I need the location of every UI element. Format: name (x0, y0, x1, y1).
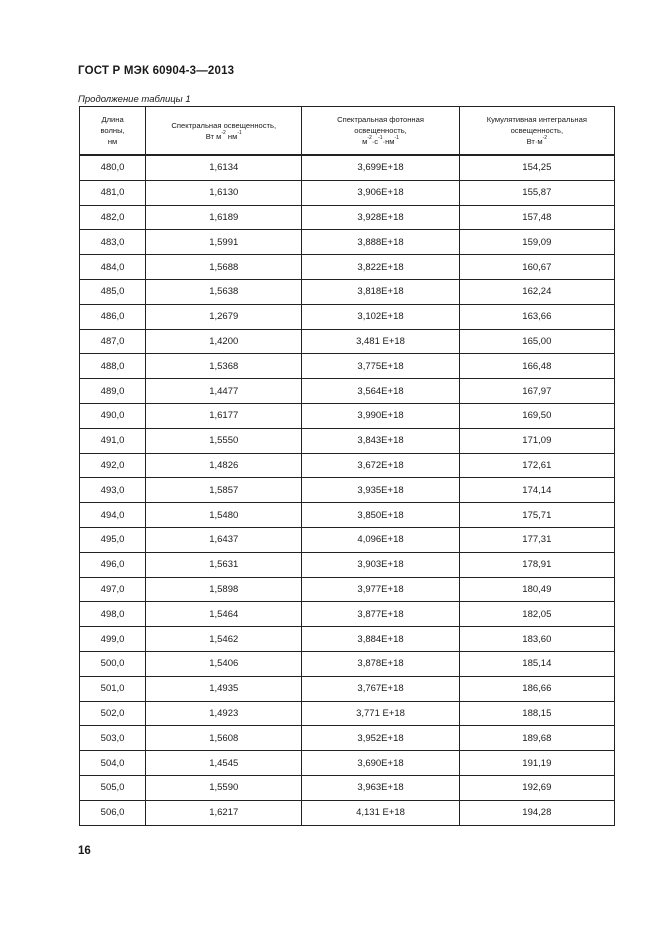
header-line: волны, (100, 126, 125, 135)
cumulative-irradiance-cell: 155,87 (459, 180, 614, 205)
wavelength-cell: 489,0 (80, 379, 146, 404)
spectral-irradiance-cell: 1,6217 (146, 800, 302, 825)
spectral-irradiance-cell: 1,6134 (146, 155, 302, 180)
header-line: Спектральная фотонная (337, 115, 424, 124)
table-row (80, 651, 615, 676)
cumulative-irradiance-cell: 172,61 (459, 453, 614, 478)
table-row (80, 800, 615, 825)
cumulative-irradiance-cell: 171,09 (459, 428, 614, 453)
cumulative-irradiance-cell: 188,15 (459, 701, 614, 726)
wavelength-cell: 495,0 (80, 527, 146, 552)
spectral-irradiance-cell: 1,5608 (146, 726, 302, 751)
page-number: 16 (78, 845, 91, 857)
wavelength-cell: 484,0 (80, 255, 146, 280)
spectral-irradiance-cell: 1,5480 (146, 503, 302, 528)
wavelength-cell: 496,0 (80, 552, 146, 577)
wavelength-cell: 506,0 (80, 800, 146, 825)
table-row (80, 205, 615, 230)
table-row (80, 527, 615, 552)
table-row (80, 279, 615, 304)
wavelength-cell: 497,0 (80, 577, 146, 602)
wavelength-cell: 498,0 (80, 602, 146, 627)
table-row (80, 676, 615, 701)
table-row (80, 478, 615, 503)
wavelength-cell: 503,0 (80, 726, 146, 751)
photon-irradiance-cell: 3,767Е+18 (302, 676, 459, 701)
table-row (80, 230, 615, 255)
photon-irradiance-cell: 3,903Е+18 (302, 552, 459, 577)
photon-irradiance-cell: 3,843Е+18 (302, 428, 459, 453)
wavelength-cell: 494,0 (80, 503, 146, 528)
spectral-irradiance-cell: 1,5590 (146, 775, 302, 800)
wavelength-cell: 481,0 (80, 180, 146, 205)
table-row (80, 775, 615, 800)
wavelength-cell: 480,0 (80, 155, 146, 180)
cumulative-irradiance-cell: 175,71 (459, 503, 614, 528)
cumulative-irradiance-cell: 183,60 (459, 627, 614, 652)
spectral-irradiance-cell: 1,6130 (146, 180, 302, 205)
header-line: Спектральная освещенность, (171, 120, 277, 130)
header-line: освещенность, (354, 126, 407, 135)
table-row (80, 453, 615, 478)
cumulative-irradiance-cell: 159,09 (459, 230, 614, 255)
cumulative-irradiance-cell: 186,66 (459, 676, 614, 701)
table-row (80, 627, 615, 652)
header-photon-irradiance (302, 107, 459, 156)
table-row (80, 354, 615, 379)
table-row (80, 403, 615, 428)
photon-irradiance-cell: 3,906Е+18 (302, 180, 459, 205)
cumulative-irradiance-cell: 163,66 (459, 304, 614, 329)
photon-irradiance-cell: 3,771 Е+18 (302, 701, 459, 726)
photon-irradiance-cell: 3,990Е+18 (302, 403, 459, 428)
cumulative-irradiance-cell: 177,31 (459, 527, 614, 552)
wavelength-cell: 490,0 (80, 403, 146, 428)
header-unit: $м^{-2}\cdot с^{-1}\cdot нм^{-1}$ (362, 135, 399, 146)
cumulative-irradiance-cell: 192,69 (459, 775, 614, 800)
spectral-irradiance-cell: 1,6437 (146, 527, 302, 552)
wavelength-cell: 501,0 (80, 676, 146, 701)
photon-irradiance-cell: 3,888Е+18 (302, 230, 459, 255)
header-line: Длина (101, 115, 124, 124)
table-row (80, 602, 615, 627)
cumulative-irradiance-cell: 169,50 (459, 403, 614, 428)
spectral-irradiance-cell: 1,4826 (146, 453, 302, 478)
cumulative-irradiance-cell: 194,28 (459, 800, 614, 825)
spectral-irradiance-cell: 1,6177 (146, 403, 302, 428)
header-cumulative-irradiance (459, 107, 614, 156)
photon-irradiance-cell: 3,564Е+18 (302, 379, 459, 404)
photon-irradiance-cell: 3,690Е+18 (302, 751, 459, 776)
wavelength-cell: 488,0 (80, 354, 146, 379)
spectral-irradiance-cell: 1,5638 (146, 279, 302, 304)
wavelength-cell: 500,0 (80, 651, 146, 676)
photon-irradiance-cell: 3,877Е+18 (302, 602, 459, 627)
cumulative-irradiance-cell: 167,97 (459, 379, 614, 404)
photon-irradiance-cell: 3,884Е+18 (302, 627, 459, 652)
table-row (80, 155, 615, 180)
cumulative-irradiance-cell: 178,91 (459, 552, 614, 577)
table-row (80, 751, 615, 776)
photon-irradiance-cell: 3,952Е+18 (302, 726, 459, 751)
spectral-irradiance-cell: 1,2679 (146, 304, 302, 329)
cumulative-irradiance-cell: 162,24 (459, 279, 614, 304)
wavelength-cell: 487,0 (80, 329, 146, 354)
wavelength-cell: 485,0 (80, 279, 146, 304)
spectral-irradiance-cell: 1,5898 (146, 577, 302, 602)
photon-irradiance-cell: 3,928Е+18 (302, 205, 459, 230)
cumulative-irradiance-cell: 182,05 (459, 602, 614, 627)
table-row (80, 180, 615, 205)
photon-irradiance-cell: 3,818Е+18 (302, 279, 459, 304)
spectral-irradiance-cell: 1,5857 (146, 478, 302, 503)
table-row (80, 701, 615, 726)
cumulative-irradiance-cell: 174,14 (459, 478, 614, 503)
document-header: ГОСТ Р МЭК 60904-3—2013 (78, 65, 235, 77)
spectral-irradiance-cell: 1,4477 (146, 379, 302, 404)
table-row (80, 329, 615, 354)
spectral-irradiance-cell: 1,5688 (146, 255, 302, 280)
cumulative-irradiance-cell: 185,14 (459, 651, 614, 676)
wavelength-cell: 482,0 (80, 205, 146, 230)
spectral-irradiance-cell: 1,5550 (146, 428, 302, 453)
header-wavelength (80, 107, 146, 156)
table-row (80, 428, 615, 453)
header-line: нм (107, 137, 118, 146)
wavelength-cell: 486,0 (80, 304, 146, 329)
spectral-irradiance-cell: 1,4545 (146, 751, 302, 776)
spectral-irradiance-cell: 1,5368 (146, 354, 302, 379)
photon-irradiance-cell: 4,096Е+18 (302, 527, 459, 552)
photon-irradiance-cell: 3,963Е+18 (302, 775, 459, 800)
cumulative-irradiance-cell: 154,25 (459, 155, 614, 180)
cumulative-irradiance-cell: 165,00 (459, 329, 614, 354)
photon-irradiance-cell: 3,102Е+18 (302, 304, 459, 329)
cumulative-irradiance-cell: 189,68 (459, 726, 614, 751)
header-unit: $Вт\cdot м^{-2}$ (526, 135, 548, 146)
spectral-irradiance-cell: 1,5631 (146, 552, 302, 577)
spectral-irradiance-cell: 1,5464 (146, 602, 302, 627)
photon-irradiance-cell: 3,850Е+18 (302, 503, 459, 528)
cumulative-irradiance-cell: 191,19 (459, 751, 614, 776)
table-row (80, 304, 615, 329)
table-row (80, 379, 615, 404)
spectral-irradiance-cell: 1,5406 (146, 651, 302, 676)
cumulative-irradiance-cell: 180,49 (459, 577, 614, 602)
table-row (80, 503, 615, 528)
photon-irradiance-cell: 3,822Е+18 (302, 255, 459, 280)
wavelength-cell: 499,0 (80, 627, 146, 652)
cumulative-irradiance-cell: 157,48 (459, 205, 614, 230)
table-row (80, 255, 615, 280)
spectral-irradiance-cell: 1,5462 (146, 627, 302, 652)
photon-irradiance-cell: 3,935Е+18 (302, 478, 459, 503)
wavelength-cell: 493,0 (80, 478, 146, 503)
wavelength-cell: 505,0 (80, 775, 146, 800)
spectral-irradiance-cell: 1,4935 (146, 676, 302, 701)
table-row (80, 577, 615, 602)
table-row (80, 552, 615, 577)
header-line: Кумулятивная интегральная (486, 115, 587, 124)
wavelength-cell: 492,0 (80, 453, 146, 478)
photon-irradiance-cell: 3,699Е+18 (302, 155, 459, 180)
header-spectral-irradiance (146, 107, 302, 156)
spectral-irradiance-table (79, 106, 615, 826)
photon-irradiance-cell: 3,775Е+18 (302, 354, 459, 379)
cumulative-irradiance-cell: 160,67 (459, 255, 614, 280)
wavelength-cell: 502,0 (80, 701, 146, 726)
header-line: освещенность, (510, 126, 564, 135)
spectral-irradiance-cell: 1,6189 (146, 205, 302, 230)
photon-irradiance-cell: 3,878Е+18 (302, 651, 459, 676)
table-body (80, 155, 615, 825)
photon-irradiance-cell: 3,977Е+18 (302, 577, 459, 602)
table-row (80, 726, 615, 751)
header-unit: Вт $м^{-2}$ $нм^{-1}$ (205, 129, 242, 141)
table-header-row (80, 107, 615, 156)
spectral-irradiance-cell: 1,4923 (146, 701, 302, 726)
cumulative-irradiance-cell: 166,48 (459, 354, 614, 379)
photon-irradiance-cell: 4,131 Е+18 (302, 800, 459, 825)
wavelength-cell: 483,0 (80, 230, 146, 255)
photon-irradiance-cell: 3,481 Е+18 (302, 329, 459, 354)
table-caption: Продолжение таблицы 1 (78, 94, 191, 105)
wavelength-cell: 491,0 (80, 428, 146, 453)
spectral-irradiance-cell: 1,4200 (146, 329, 302, 354)
photon-irradiance-cell: 3,672Е+18 (302, 453, 459, 478)
spectral-irradiance-cell: 1,5991 (146, 230, 302, 255)
wavelength-cell: 504,0 (80, 751, 146, 776)
